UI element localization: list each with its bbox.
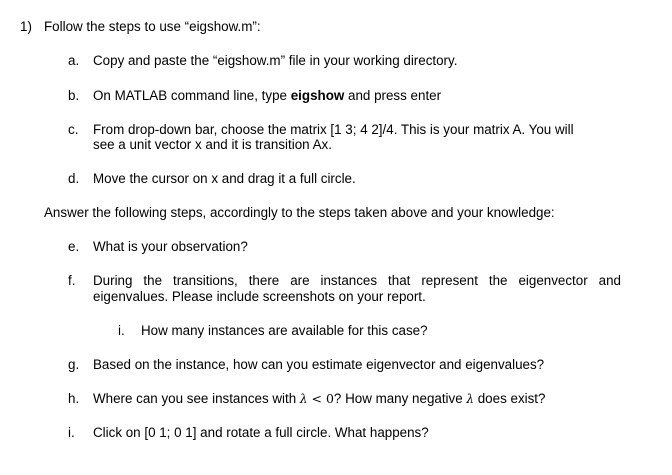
question-e-text: What is your observation? (93, 239, 248, 254)
question-h-label: h. (68, 391, 80, 406)
step-c-label: c. (68, 122, 79, 137)
question-f-i-label: i. (118, 323, 125, 338)
step-b-command: eigshow (290, 88, 345, 103)
question-h-part2: ? How many negative (333, 391, 467, 406)
step-a-text: Copy and paste the “eigshow.m” file in your working directory. (93, 53, 458, 68)
question-f-i-text: How many instances are available for this case? (141, 323, 428, 338)
heading-number: 1) (20, 19, 32, 34)
step-b-text-before: On MATLAB command line, type (93, 88, 291, 103)
lambda-symbol: λ (466, 392, 475, 406)
step-c-line1: From drop-down bar, choose the matrix [1 3; 4 2]/4. This is your matrix A. You will (93, 122, 574, 137)
step-a-label: a. (68, 53, 80, 68)
question-h-text (93, 391, 545, 407)
step-d-text: Move the cursor on x and drag it a full circle. (93, 171, 356, 186)
question-g-label: g. (68, 357, 80, 372)
question-i-text: Click on [0 1; 0 1] and rotate a full circle. What happens? (93, 425, 429, 440)
question-h-part1: Where can you see instances with (93, 391, 300, 406)
question-h-inequality: < 0 (307, 391, 334, 406)
question-g-text: Based on the instance, how can you estimate eigenvector and eigenvalues? (93, 357, 545, 372)
lambda-symbol: λ (299, 392, 308, 406)
question-e-label: e. (68, 239, 80, 254)
step-d-label: d. (68, 171, 80, 186)
question-f-label: f. (68, 273, 76, 288)
question-i-label: i. (68, 425, 75, 440)
step-b-label: b. (68, 88, 80, 103)
question-f-line2: eigenvalues. Please include screenshots on your report. (93, 289, 426, 304)
question-h-part3: does exist? (474, 391, 546, 406)
question-f-line1: During the transitions, there are instances that represent the eigenvector and (93, 273, 621, 288)
step-b-text (93, 88, 441, 104)
heading-text: Follow the steps to use “eigshow.m”: (44, 19, 261, 34)
answer-intro: Answer the following steps, accordingly to the steps taken above and your knowledge: (44, 205, 555, 220)
step-b-text-after: and press enter (344, 88, 442, 103)
step-c-line2: see a unit vector x and it is transition Ax. (93, 137, 332, 152)
